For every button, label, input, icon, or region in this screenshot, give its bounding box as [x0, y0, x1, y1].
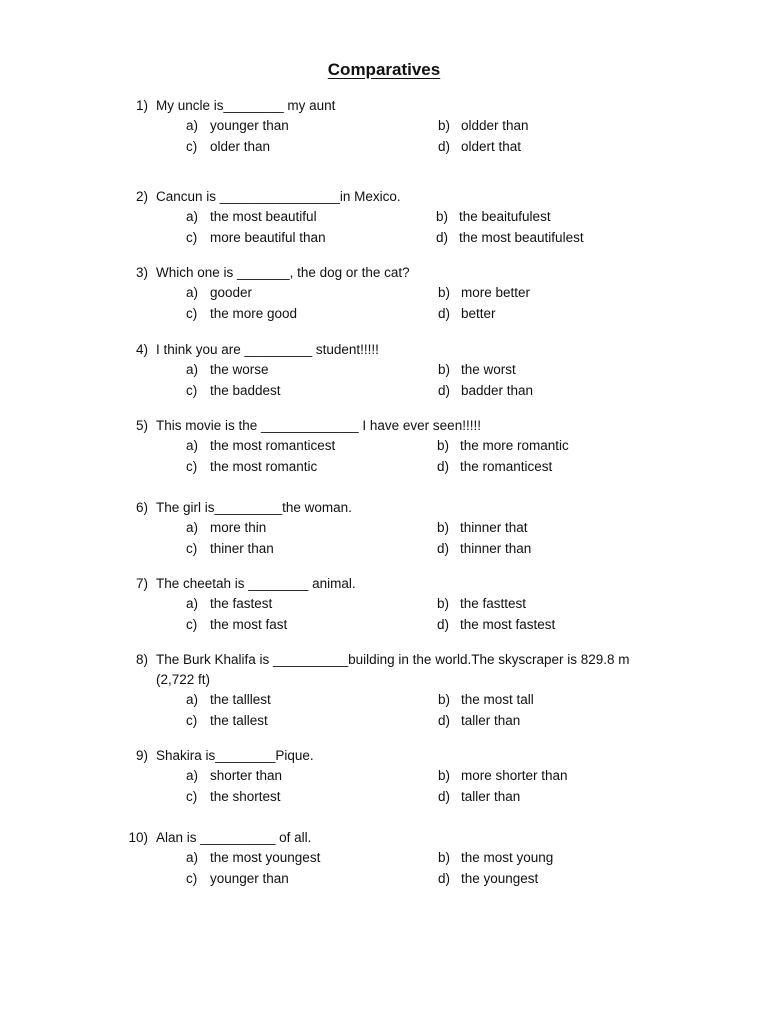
- option-text-d: the most beautifulest: [459, 229, 584, 245]
- question-5: [0, 416, 768, 477]
- question-number: 10): [128, 830, 148, 845]
- option-letter-a: a): [186, 285, 199, 300]
- option-letter-c: c): [186, 540, 198, 556]
- question-text: Cancun is ________________in Mexico.: [156, 189, 401, 204]
- option-letter-a: a): [186, 209, 199, 224]
- question-number: 5): [135, 418, 148, 433]
- option-text-d: oldert that: [461, 138, 522, 154]
- option-text-c: the more good: [210, 305, 298, 321]
- option-text-a: the most beautiful: [210, 209, 317, 224]
- question-number: 3): [135, 265, 148, 280]
- option-text-c: thiner than: [210, 540, 274, 556]
- question-number: 8): [135, 652, 148, 667]
- question-10: [0, 828, 768, 889]
- option-letter-d: d): [438, 712, 451, 728]
- question-text-continued: (2,722 ft): [156, 672, 211, 687]
- option-letter-b: b): [438, 285, 451, 300]
- question-3: [0, 263, 768, 324]
- option-letter-c: c): [186, 305, 198, 321]
- option-letter-d: d): [437, 616, 450, 632]
- question-text: The Burk Khalifa is __________building in the world.The skyscraper is 829.8 m: [156, 652, 630, 667]
- option-letter-b: b): [437, 520, 450, 535]
- option-text-d: thinner than: [460, 540, 532, 556]
- question-text: Shakira is________Pique.: [156, 748, 314, 763]
- option-letter-d: d): [438, 305, 451, 321]
- option-letter-c: c): [186, 870, 198, 886]
- option-text-b: the worst: [461, 362, 516, 377]
- question-4: [0, 340, 768, 401]
- option-letter-c: c): [186, 458, 198, 474]
- option-text-b: the most tall: [461, 692, 534, 707]
- question-number: 7): [135, 576, 148, 591]
- option-letter-d: d): [437, 458, 450, 474]
- option-letter-c: c): [186, 138, 198, 154]
- option-text-d: better: [461, 305, 496, 321]
- option-text-d: taller than: [461, 712, 521, 728]
- question-number: 4): [135, 342, 148, 357]
- option-text-a: gooder: [210, 285, 253, 300]
- option-text-a: the most youngest: [210, 850, 321, 865]
- question-7: [0, 574, 768, 635]
- option-text-c: younger than: [210, 870, 289, 886]
- option-letter-b: b): [438, 362, 451, 377]
- option-text-b: the beaitufulest: [459, 209, 551, 224]
- question-number: 1): [135, 98, 148, 113]
- option-text-d: taller than: [461, 788, 521, 804]
- question-2: [0, 187, 768, 248]
- option-letter-b: b): [436, 209, 449, 224]
- option-text-b: the more romantic: [460, 438, 569, 453]
- option-text-d: the most fastest: [460, 616, 556, 632]
- option-text-b: thinner that: [460, 520, 528, 535]
- option-text-a: younger than: [210, 118, 289, 133]
- option-text-d: the youngest: [461, 870, 539, 886]
- question-9: [0, 746, 768, 807]
- question-number: 2): [135, 189, 148, 204]
- option-letter-a: a): [186, 850, 199, 865]
- option-letter-b: b): [438, 118, 451, 133]
- question-text: This movie is the _____________ I have ever seen!!!!!: [156, 418, 481, 433]
- option-text-c: the most romantic: [210, 458, 318, 474]
- question-text: Which one is _______, the dog or the cat?: [156, 265, 410, 280]
- option-letter-b: b): [438, 850, 451, 865]
- question-8: [0, 650, 768, 731]
- option-letter-d: d): [438, 138, 451, 154]
- option-letter-b: b): [437, 438, 450, 453]
- option-text-c: more beautiful than: [210, 229, 326, 245]
- option-text-c: the shortest: [210, 788, 281, 804]
- option-text-b: more shorter than: [461, 768, 568, 783]
- option-text-b: the most young: [461, 850, 554, 865]
- question-1: [0, 96, 768, 157]
- option-letter-c: c): [186, 229, 198, 245]
- option-letter-c: c): [186, 712, 198, 728]
- option-letter-a: a): [186, 692, 199, 707]
- option-letter-c: c): [186, 382, 198, 398]
- option-letter-d: d): [437, 540, 450, 556]
- option-letter-b: b): [438, 692, 451, 707]
- option-text-d: the romanticest: [460, 458, 553, 474]
- option-letter-a: a): [186, 118, 199, 133]
- question-text: My uncle is________ my aunt: [156, 98, 336, 113]
- option-text-a: shorter than: [210, 768, 283, 783]
- question-6: [0, 498, 768, 559]
- option-text-c: the most fast: [210, 616, 288, 632]
- question-text: Alan is __________ of all.: [156, 830, 312, 845]
- option-letter-a: a): [186, 362, 199, 377]
- option-letter-d: d): [438, 870, 451, 886]
- option-text-b: oldder than: [461, 118, 529, 133]
- question-text: The cheetah is ________ animal.: [156, 576, 356, 591]
- option-letter-d: d): [438, 382, 451, 398]
- option-text-c: the baddest: [210, 382, 281, 398]
- option-letter-a: a): [186, 520, 199, 535]
- option-text-d: badder than: [461, 382, 534, 398]
- option-text-a: the worse: [210, 362, 269, 377]
- option-letter-b: b): [438, 768, 451, 783]
- option-letter-a: a): [186, 596, 199, 611]
- option-letter-c: c): [186, 616, 198, 632]
- option-text-c: older than: [210, 138, 271, 154]
- option-text-b: the fasttest: [460, 596, 527, 611]
- option-letter-d: d): [438, 788, 451, 804]
- option-text-a: the fastest: [210, 596, 273, 611]
- option-text-a: more thin: [210, 520, 267, 535]
- question-text: I think you are _________ student!!!!!: [156, 342, 379, 357]
- option-letter-c: c): [186, 788, 198, 804]
- question-text: The girl is_________the woman.: [156, 500, 352, 515]
- option-letter-a: a): [186, 768, 199, 783]
- page-title: Comparatives: [327, 60, 441, 79]
- option-text-c: the tallest: [210, 712, 268, 728]
- option-letter-b: b): [437, 596, 450, 611]
- question-number: 6): [135, 500, 148, 515]
- option-letter-d: d): [436, 229, 449, 245]
- option-text-b: more better: [461, 285, 531, 300]
- option-text-a: the talllest: [210, 692, 271, 707]
- option-letter-a: a): [186, 438, 199, 453]
- question-number: 9): [135, 748, 148, 763]
- option-text-a: the most romanticest: [210, 438, 336, 453]
